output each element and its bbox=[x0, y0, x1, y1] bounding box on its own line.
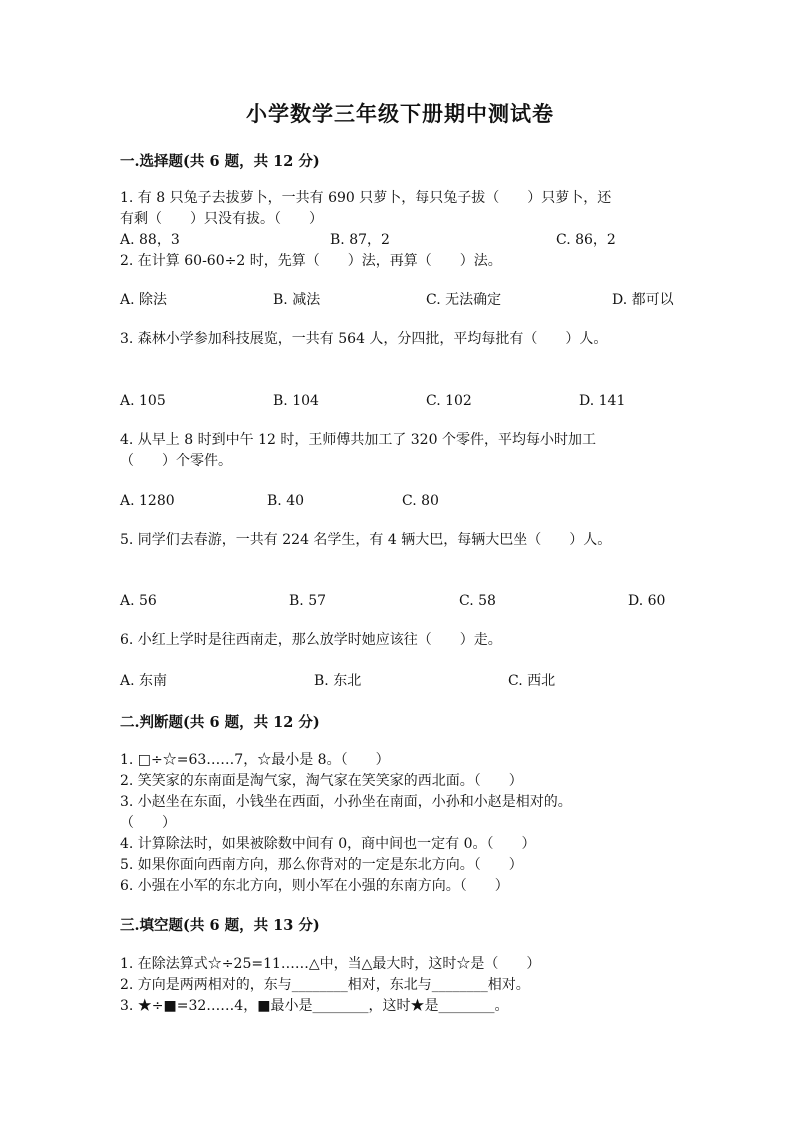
fill-item-2: 2. 方向是两两相对的，东与________相对，东北与________相对。 bbox=[120, 977, 530, 993]
section-heading-choice: 一.选择题(共 6 题，共 12 分) bbox=[120, 153, 320, 170]
judge-item-2: 2. 笑笑家的东南面是淘气家，淘气家在笑笑家的西北面。（ ） bbox=[120, 773, 523, 789]
question-2-option-b: B. 减法 bbox=[273, 292, 321, 308]
question-3-option-c: C. 102 bbox=[426, 393, 472, 409]
judge-item-1: 1. □÷☆=63……7，☆最小是 8。（ ） bbox=[120, 752, 390, 768]
question-2-option-d: D. 都可以 bbox=[612, 292, 674, 308]
question-5-option-d: D. 60 bbox=[628, 593, 666, 609]
question-1-option-b: B. 87，2 bbox=[330, 232, 390, 248]
question-6-option-a: A. 东南 bbox=[120, 673, 168, 689]
question-5-option-c: C. 58 bbox=[459, 593, 496, 609]
question-4-option-a: A. 1280 bbox=[120, 493, 175, 509]
judge-item-3-cont: （ ） bbox=[120, 815, 176, 831]
question-4-option-c: C. 80 bbox=[402, 493, 439, 509]
question-5-line-1: 5. 同学们去春游，一共有 224 名学生，有 4 辆大巴，每辆大巴坐（ ）人。 bbox=[120, 532, 612, 548]
question-4-option-b: B. 40 bbox=[267, 493, 305, 509]
judge-item-5: 5. 如果你面向西南方向，那么你背对的一定是东北方向。（ ） bbox=[120, 857, 523, 873]
question-4-line-2: （ ）个零件。 bbox=[120, 453, 232, 469]
judge-item-4: 4. 计算除法时，如果被除数中间有 0，商中间也一定有 0。（ ） bbox=[120, 836, 536, 852]
section-heading-fill: 三.填空题(共 6 题，共 13 分) bbox=[120, 917, 320, 934]
question-6-option-c: C. 西北 bbox=[508, 673, 556, 689]
question-1-option-a: A. 88，3 bbox=[120, 232, 180, 248]
question-1-option-c: C. 86，2 bbox=[556, 232, 616, 248]
question-2-line-1: 2. 在计算 60-60÷2 时，先算（ ）法，再算（ ）法。 bbox=[120, 253, 502, 269]
question-4-line-1: 4. 从早上 8 时到中午 12 时，王师傅共加工了 320 个零件，平均每小时加工 bbox=[120, 432, 596, 448]
question-2-option-c: C. 无法确定 bbox=[426, 292, 502, 308]
question-6-line-1: 6. 小红上学时是往西南走，那么放学时她应该往（ ）走。 bbox=[120, 632, 502, 648]
page-title: 小学数学三年级下册期中测试卷 bbox=[246, 101, 554, 126]
question-5-option-a: A. 56 bbox=[120, 593, 157, 609]
question-1-line-2: 有剩（ ）只没有拔。（ ） bbox=[120, 211, 323, 227]
fill-item-3: 3. ★÷■=32……4，■最小是________，这时★是________。 bbox=[120, 998, 509, 1014]
question-3-option-a: A. 105 bbox=[120, 393, 166, 409]
question-1-line-1: 1. 有 8 只兔子去拔萝卜，一共有 690 只萝卜，每只兔子拔（ ）只萝卜，还 bbox=[120, 190, 612, 206]
question-5-option-b: B. 57 bbox=[289, 593, 327, 609]
question-2-option-a: A. 除法 bbox=[120, 292, 168, 308]
judge-item-3: 3. 小赵坐在东面，小钱坐在西面，小孙坐在南面，小孙和小赵是相对的。 bbox=[120, 794, 572, 810]
section-heading-judge: 二.判断题(共 6 题，共 12 分) bbox=[120, 714, 320, 731]
question-3-line-1: 3. 森林小学参加科技展览，一共有 564 人，分四批，平均每批有（ ）人。 bbox=[120, 331, 608, 347]
question-3-option-d: D. 141 bbox=[579, 393, 626, 409]
fill-item-1: 1. 在除法算式☆÷25=11……△中，当△最大时，这时☆是（ ） bbox=[120, 956, 541, 972]
judge-item-6: 6. 小强在小军的东北方向，则小军在小强的东南方向。（ ） bbox=[120, 878, 509, 894]
question-6-option-b: B. 东北 bbox=[314, 673, 362, 689]
question-3-option-b: B. 104 bbox=[273, 393, 319, 409]
